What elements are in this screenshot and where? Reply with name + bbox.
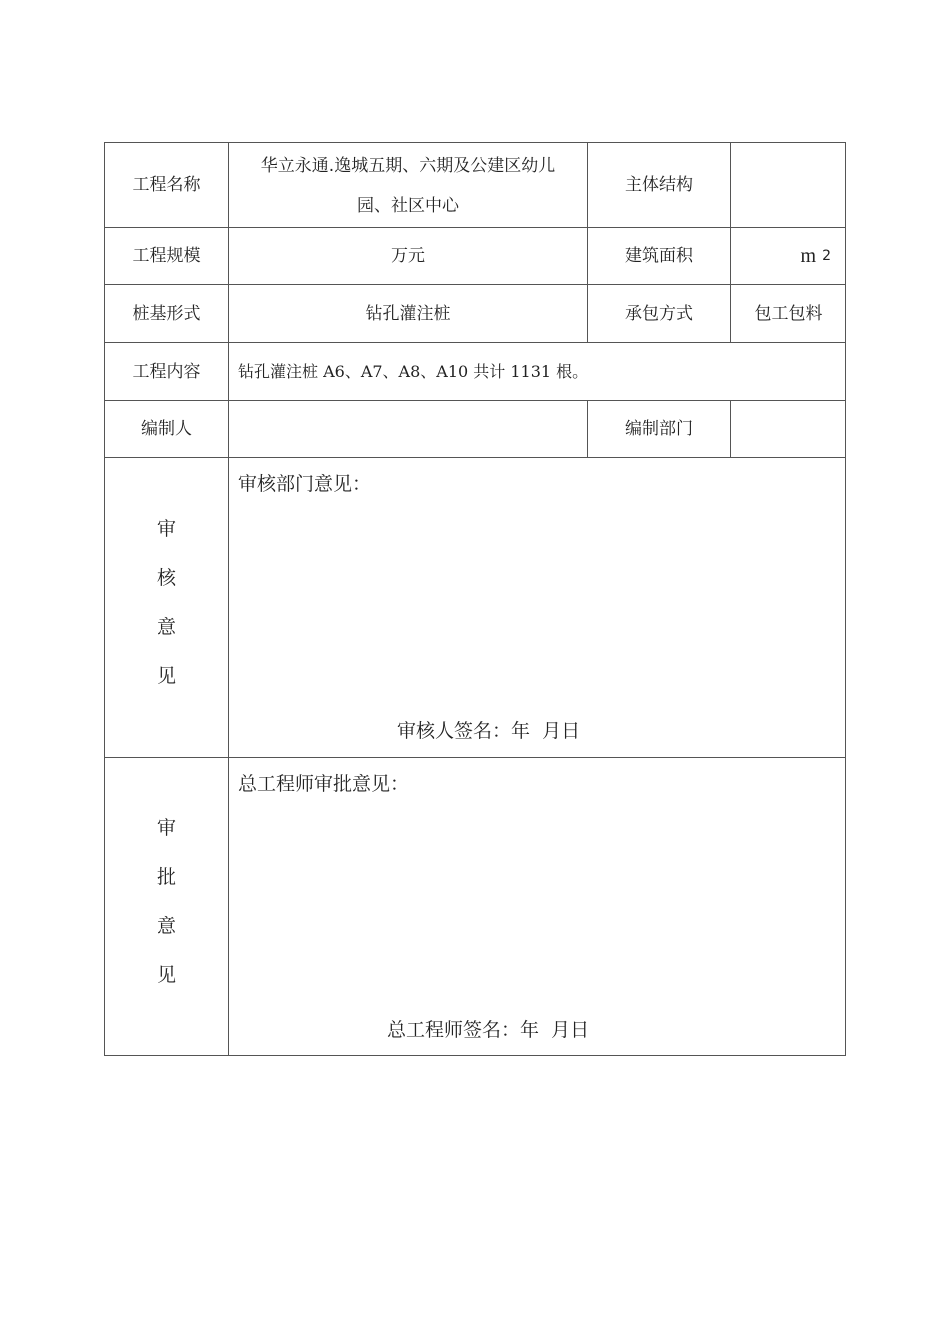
pile-type-value: 钻孔灌注桩 <box>365 303 451 324</box>
prepared-by-label: 编制人 <box>141 419 192 439</box>
building-area-value <box>731 228 846 284</box>
approval-side-label <box>105 758 228 1056</box>
prepared-dept-value <box>731 401 846 457</box>
project-content-label: 工程内容 <box>132 361 201 382</box>
review-opinion-title: 审核部门意见： <box>238 473 372 495</box>
project-name-line2: 园、社区中心 <box>357 196 459 216</box>
approval-char-1: 审 <box>156 817 176 839</box>
project-content-value: 钻孔灌注桩 A6、A7、A8、A10 共计 1131 根。 <box>238 361 589 381</box>
prepared-by-value <box>229 401 587 457</box>
project-scale-value: 万元 <box>391 246 425 266</box>
area-unit: m <box>800 245 817 267</box>
review-signature-line: 审核人签名：年 月日 <box>397 720 581 742</box>
building-area-label: 建筑面积 <box>625 246 693 266</box>
project-name-label: 工程名称 <box>132 175 201 195</box>
review-char-4: 见 <box>156 664 176 687</box>
approval-char-4: 见 <box>156 964 176 986</box>
approval-opinion-title: 总工程师审批意见： <box>238 773 410 795</box>
review-char-1: 审 <box>156 517 176 540</box>
pile-type-label: 桩基形式 <box>132 303 201 324</box>
approval-signature-line: 总工程师签名：年 月日 <box>387 1019 590 1041</box>
project-scale-label: 工程规模 <box>132 246 201 266</box>
approval-form-table <box>104 142 846 1056</box>
contract-mode-value: 包工包料 <box>754 303 823 324</box>
project-name-line1: 华立永通.逸城五期、六期及公建区幼儿 <box>260 156 556 176</box>
approval-char-3: 意 <box>156 915 176 937</box>
prepared-dept-label: 编制部门 <box>625 419 693 439</box>
review-char-3: 意 <box>156 615 176 638</box>
approval-char-2: 批 <box>156 866 176 888</box>
project-name-value <box>229 145 587 227</box>
review-side-label <box>105 458 228 757</box>
main-structure-label: 主体结构 <box>625 175 693 195</box>
contract-mode-label: 承包方式 <box>625 303 693 324</box>
area-unit-sup: 2 <box>822 248 831 264</box>
main-structure-value <box>731 143 846 227</box>
review-char-2: 核 <box>156 566 176 589</box>
